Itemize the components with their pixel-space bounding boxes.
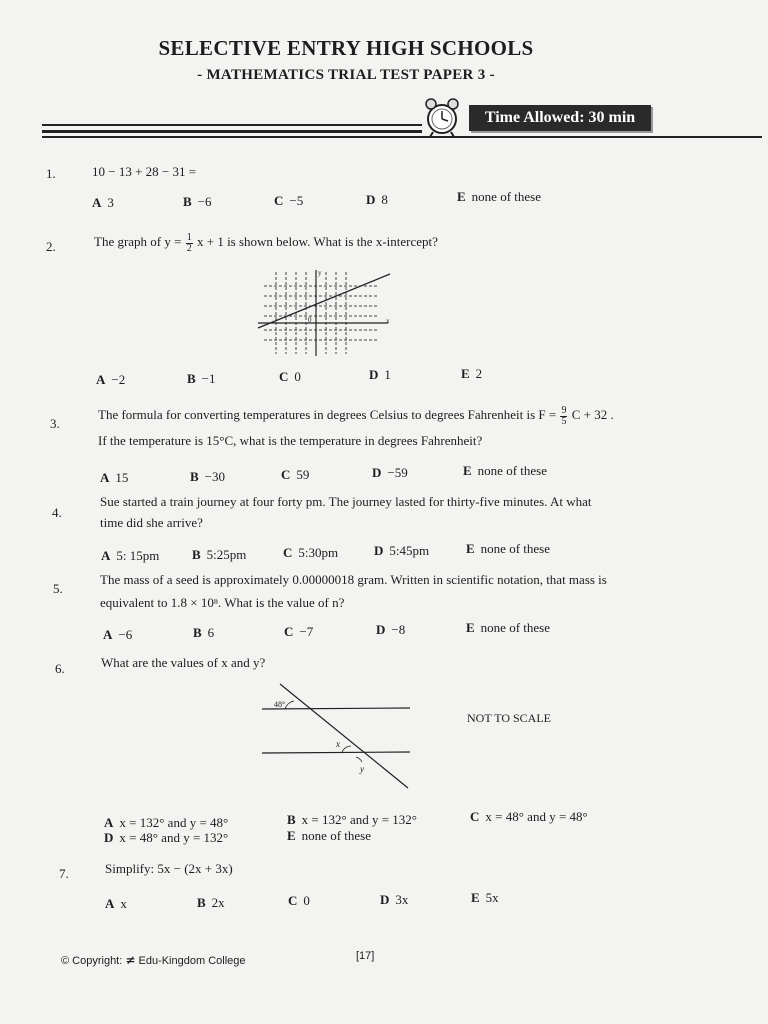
option-c: C 0	[288, 893, 310, 908]
option-b: B 6	[193, 625, 215, 640]
header-rule-bottom	[42, 136, 762, 138]
y-axis-label: y	[318, 269, 322, 277]
time-allowed-badge: Time Allowed: 30 min	[469, 105, 651, 131]
header-rule-middle	[42, 130, 422, 133]
question-number: 6.	[55, 661, 65, 676]
option-e: E none of these	[466, 541, 550, 556]
angle-y-label: y	[360, 764, 364, 774]
college-logo-icon: ≠	[125, 953, 136, 967]
paper-title: SELECTIVE ENTRY HIGH SCHOOLS	[158, 36, 534, 60]
question-text: Sue started a train journey at four forty pm. The journey lasted for thirty-five minutes. At what	[100, 494, 592, 509]
linear-graph	[254, 266, 394, 358]
option-e: E none of these	[466, 620, 550, 635]
option-e: E 5x	[471, 890, 499, 905]
question-text: The mass of a seed is approximately 0.00000018 gram. Written in scientific notation, that mass is	[100, 572, 607, 587]
question-text: What are the values of x and y?	[101, 655, 266, 670]
option-d: D −59	[372, 465, 408, 480]
question-text: 10 − 13 + 28 − 31 =	[92, 164, 197, 179]
option-e: E none of these	[463, 463, 547, 478]
fraction: $\frac{9}{5}$	[561, 404, 567, 427]
option-b: B x = 132° and y = 132°	[287, 812, 418, 827]
option-d: D x = 48° and y = 132°	[104, 830, 229, 845]
question-text-line2: equivalent to 1.8 × 10ⁿ. What is the value of n?	[100, 595, 345, 610]
question-number: 2.	[46, 239, 56, 254]
option-c: C 5:30pm	[283, 545, 339, 560]
page-number: [17]	[356, 950, 375, 962]
option-b: B −1	[187, 371, 216, 386]
option-d: D 8	[366, 192, 388, 207]
parallel-lines-diagram	[258, 680, 418, 790]
question-number: 1.	[46, 166, 56, 181]
option-d: D 5:45pm	[374, 543, 430, 558]
not-to-scale-note: NOT TO SCALE	[467, 711, 552, 725]
option-c: C x = 48° and y = 48°	[470, 809, 588, 824]
option-a: A x	[105, 896, 127, 911]
paper-subtitle: - MATHEMATICS TRIAL TEST PAPER 3 -	[197, 67, 495, 83]
option-c: C −5	[274, 193, 304, 208]
option-a: A x = 132° and y = 48°	[104, 815, 229, 830]
option-d: D −8	[376, 622, 406, 637]
question-text: Simplify: 5x − (2x + 3x)	[105, 861, 233, 876]
angle-x-label: x	[336, 739, 340, 749]
option-b: B −6	[183, 194, 212, 209]
question-number: 7.	[59, 866, 69, 881]
option-a: A −2	[96, 372, 126, 387]
option-c: C 59	[281, 467, 310, 482]
question-number: 5.	[53, 581, 63, 596]
x-axis-label: x	[386, 317, 390, 325]
option-a: A 3	[92, 195, 114, 210]
option-d: D 1	[369, 367, 391, 382]
option-c: C −7	[284, 624, 314, 639]
question-number: 4.	[52, 505, 62, 520]
angle-48-label: 48°	[274, 700, 286, 709]
question-text: The formula for converting temperatures in degrees Celsius to degrees Fahrenheit is F = $\frac{9}{5}$ C + 32 .	[98, 404, 614, 427]
option-e: E none of these	[287, 828, 371, 843]
option-e: E 2	[461, 366, 483, 381]
option-e: E none of these	[457, 189, 541, 204]
option-a: A −6	[103, 627, 133, 642]
option-c: C 0	[279, 369, 301, 384]
origin-label: 0	[308, 316, 312, 324]
option-b: B −30	[190, 469, 226, 484]
copyright-footer: © Copyright: ≠ Edu-Kingdom College	[61, 953, 246, 967]
option-b: B 5:25pm	[192, 547, 247, 562]
option-b: B 2x	[197, 895, 225, 910]
alarm-clock-icon	[421, 96, 463, 138]
question-text-line2: time did she arrive?	[100, 515, 203, 530]
header-rule-top	[42, 124, 422, 126]
option-a: A 15	[100, 470, 129, 485]
option-d: D 3x	[380, 892, 409, 907]
fraction: $\frac{1}{2}$	[186, 231, 192, 254]
question-text: The graph of y = $\frac{1}{2}$ x + 1 is shown below. What is the x-intercept?	[94, 231, 438, 254]
question-text-line2: If the temperature is 15°C, what is the temperature in degrees Fahrenheit?	[98, 433, 483, 448]
option-a: A 5: 15pm	[101, 548, 160, 563]
question-number: 3.	[50, 416, 60, 431]
